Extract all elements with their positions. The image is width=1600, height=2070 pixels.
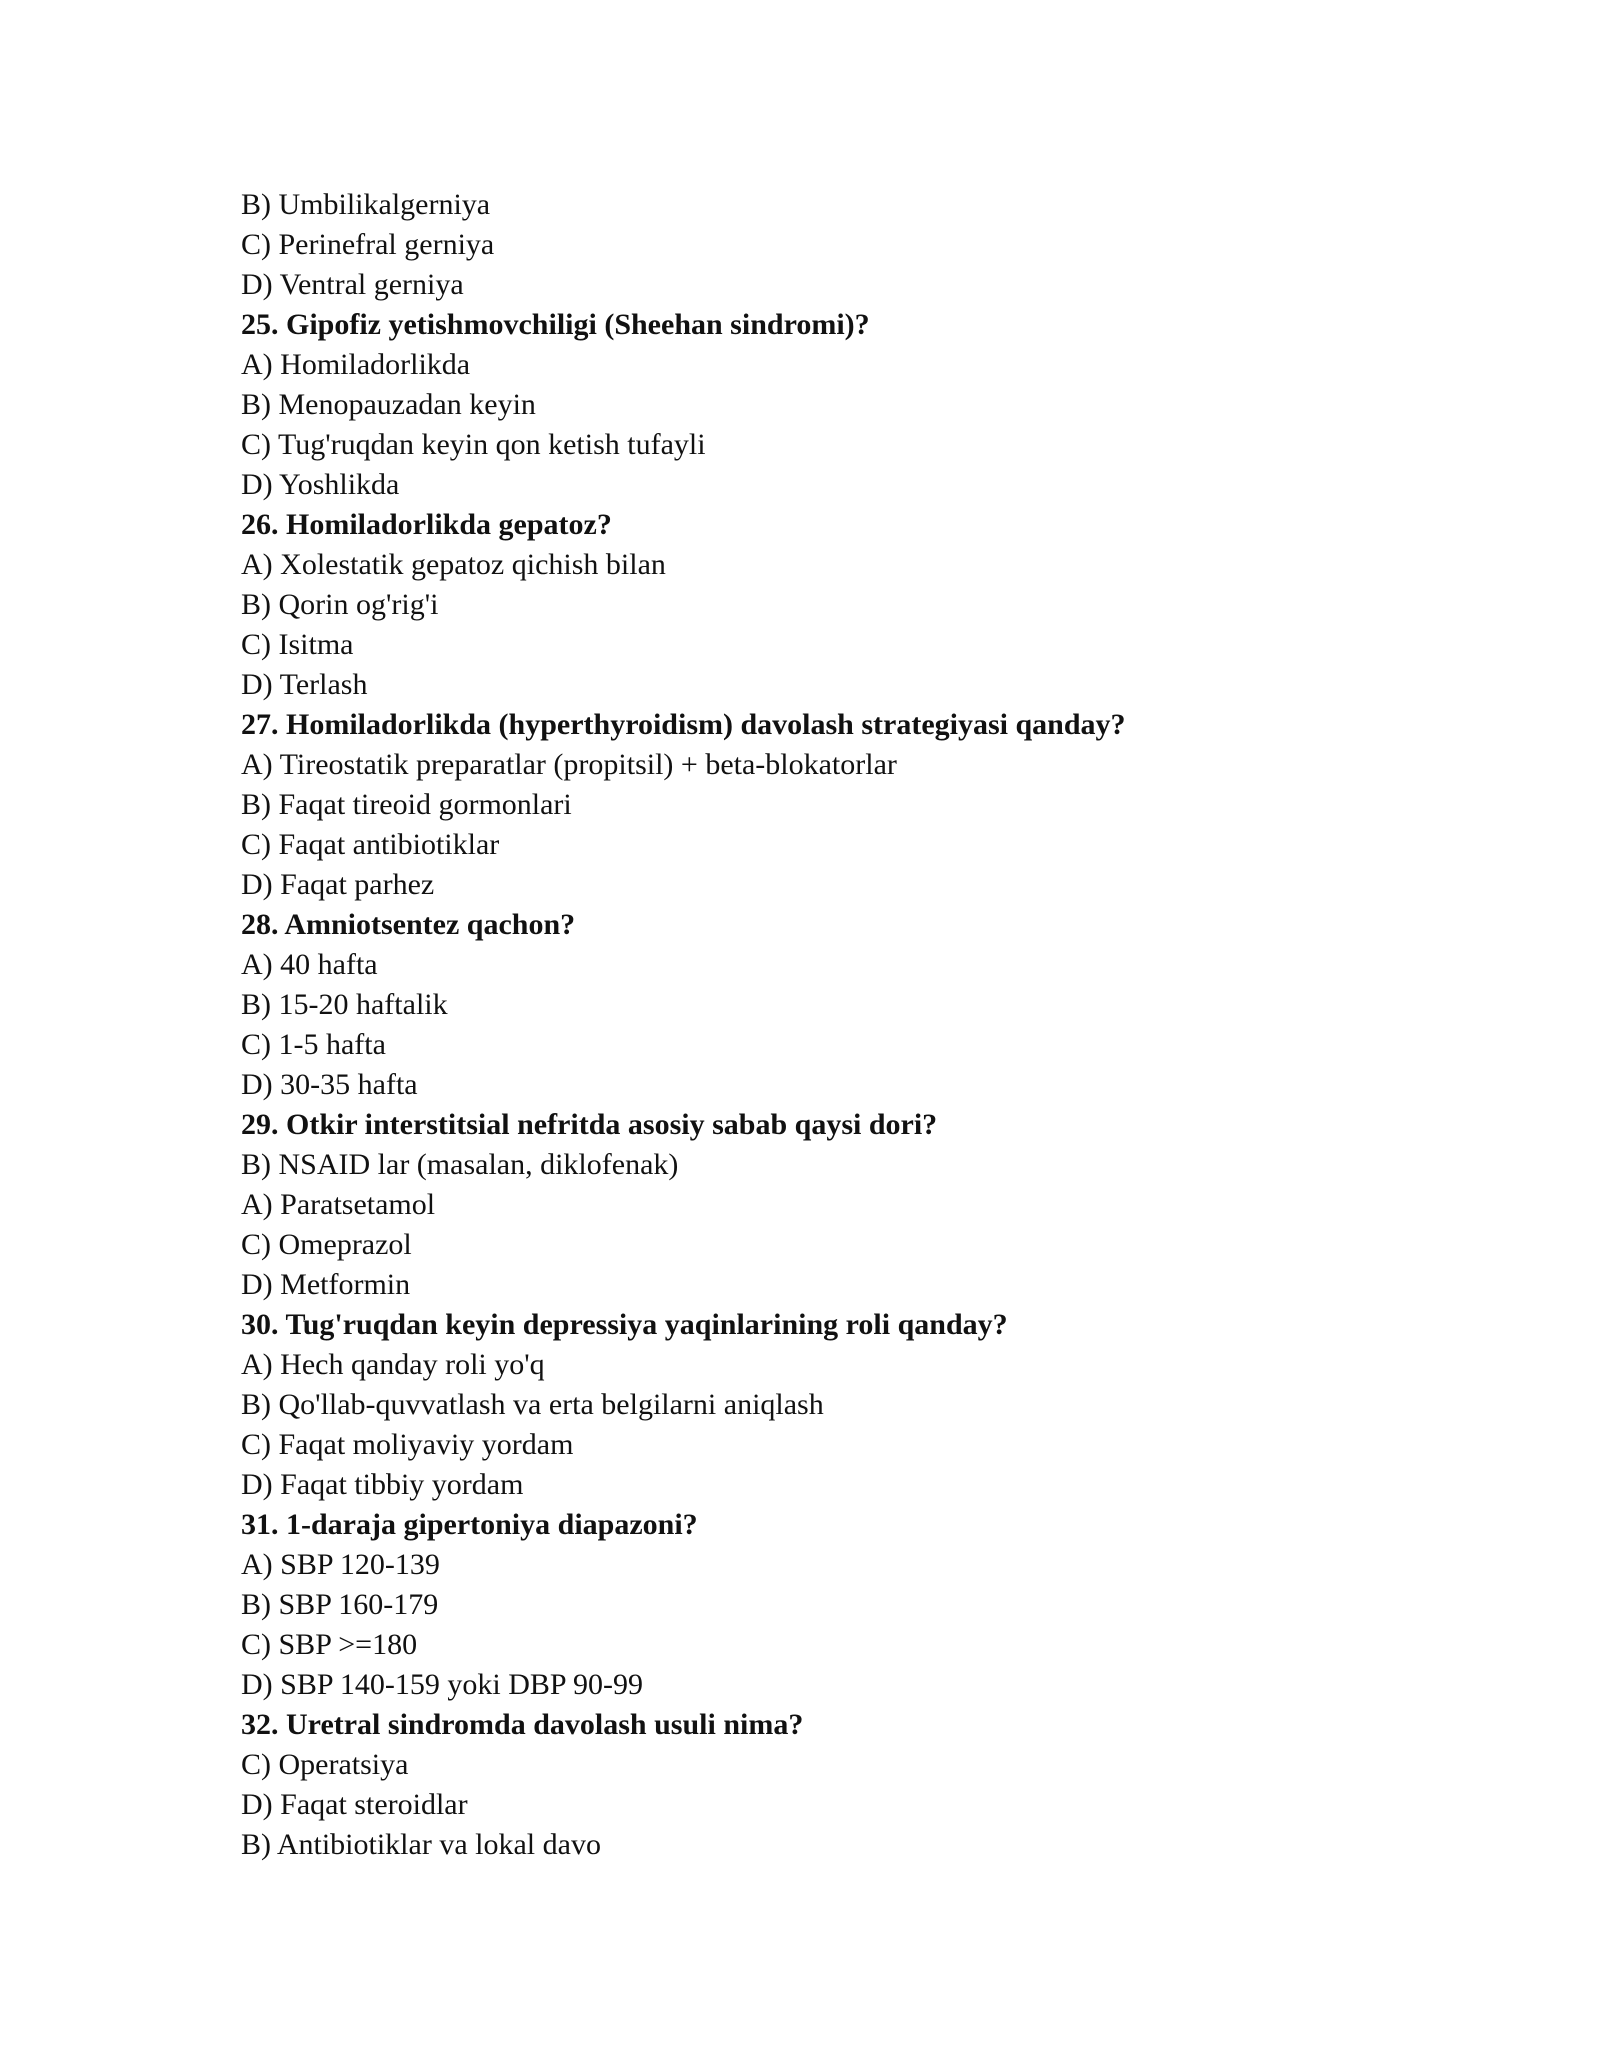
option-line: A) Paratsetamol xyxy=(241,1188,436,1221)
option-line: C) Omeprazol xyxy=(241,1228,412,1261)
question-heading: 30. Tug'ruqdan keyin depressiya yaqinlarining roli qanday? xyxy=(241,1308,1008,1341)
question-heading: 26. Homiladorlikda gepatoz? xyxy=(241,508,612,541)
question-heading: 31. 1-daraja gipertoniya diapazoni? xyxy=(241,1508,698,1541)
option-line: C) Isitma xyxy=(241,628,354,661)
option-line: C) Faqat moliyaviy yordam xyxy=(241,1428,574,1461)
option-line: D) Terlash xyxy=(241,668,368,701)
option-line: B) Menopauzadan keyin xyxy=(241,388,536,421)
option-line: C) Tug'ruqdan keyin qon ketish tufayli xyxy=(241,428,706,461)
option-line: B) Umbilikalgerniya xyxy=(241,188,491,221)
option-line: D) Ventral gerniya xyxy=(241,268,464,301)
question-heading: 29. Otkir interstitsial nefritda asosiy sabab qaysi dori? xyxy=(241,1108,938,1141)
option-line: C) 1-5 hafta xyxy=(241,1028,386,1061)
option-line: B) Faqat tireoid gormonlari xyxy=(241,788,572,821)
option-line: B) Qorin og'rig'i xyxy=(241,588,439,621)
option-line: D) Faqat tibbiy yordam xyxy=(241,1468,524,1501)
option-line: D) Faqat steroidlar xyxy=(241,1788,468,1821)
option-line: B) Qo'llab-quvvatlash va erta belgilarni aniqlash xyxy=(241,1388,824,1421)
option-line: C) Perinefral gerniya xyxy=(241,228,495,261)
option-line: A) Xolestatik gepatoz qichish bilan xyxy=(241,548,666,581)
option-line: D) 30-35 hafta xyxy=(241,1068,418,1101)
option-line: D) Faqat parhez xyxy=(241,868,435,901)
option-line: B) 15-20 haftalik xyxy=(241,988,448,1021)
option-line: C) SBP >=180 xyxy=(241,1628,418,1661)
option-line: C) Faqat antibiotiklar xyxy=(241,828,500,861)
question-heading: 27. Homiladorlikda (hyperthyroidism) davolash strategiyasi qanday? xyxy=(241,708,1126,741)
option-line: A) Tireostatik preparatlar (propitsil) + beta-blokatorlar xyxy=(241,748,897,781)
option-line: A) Homiladorlikda xyxy=(241,348,471,381)
question-heading: 25. Gipofiz yetishmovchiligi (Sheehan sindromi)? xyxy=(241,308,870,341)
option-line: B) NSAID lar (masalan, diklofenak) xyxy=(241,1148,679,1181)
question-heading: 28. Amniotsentez qachon? xyxy=(241,908,576,941)
option-line: A) SBP 120-139 xyxy=(241,1548,440,1581)
option-line: B) Antibiotiklar va lokal davo xyxy=(241,1828,601,1861)
option-line: D) Yoshlikda xyxy=(241,468,400,501)
option-line: A) 40 hafta xyxy=(241,948,378,981)
option-line: B) SBP 160-179 xyxy=(241,1588,439,1621)
option-line: A) Hech qanday roli yo'q xyxy=(241,1348,545,1381)
quiz-content xyxy=(241,185,1421,1865)
option-line: D) Metformin xyxy=(241,1268,411,1301)
option-line: D) SBP 140-159 yoki DBP 90-99 xyxy=(241,1668,643,1701)
option-line: C) Operatsiya xyxy=(241,1748,409,1781)
question-heading: 32. Uretral sindromda davolash usuli nima? xyxy=(241,1708,804,1741)
